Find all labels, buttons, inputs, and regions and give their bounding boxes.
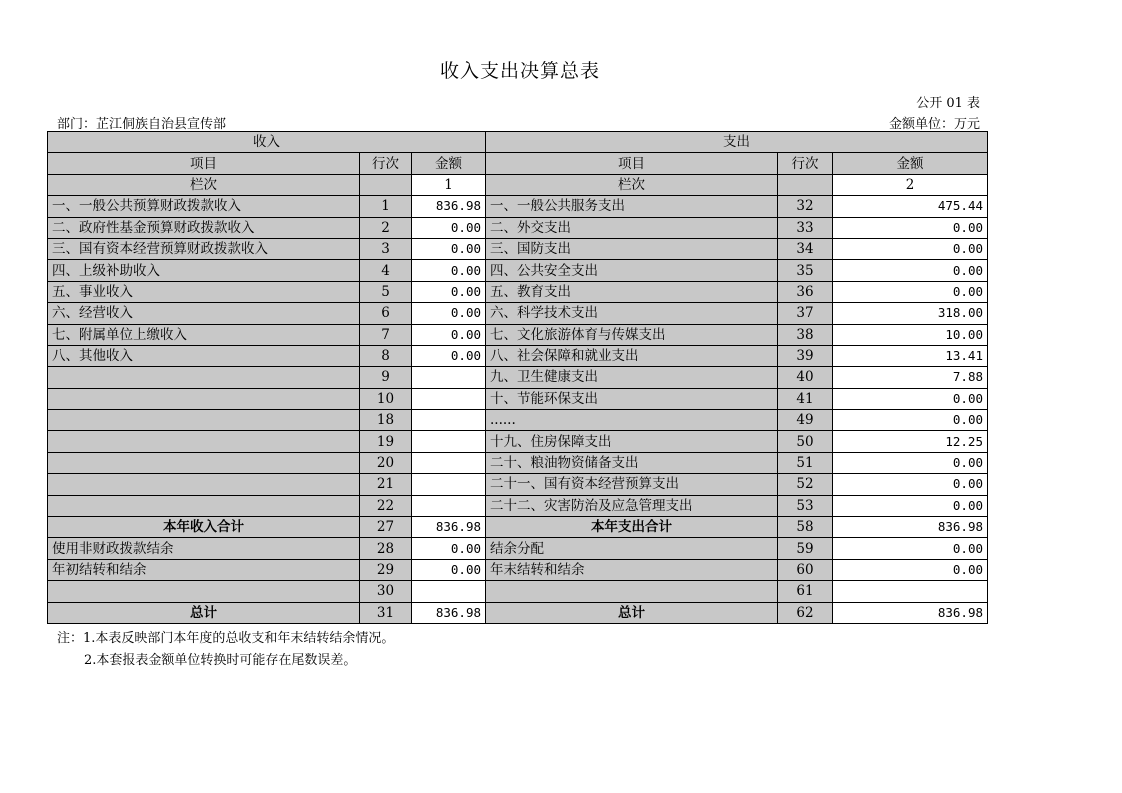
income-expense-table xyxy=(47,131,988,624)
income-amount: 836.98 xyxy=(412,517,486,538)
expense-amount: 0.00 xyxy=(833,474,988,495)
expense-amount-header: 金额 xyxy=(833,153,988,174)
expense-column-index: 2 xyxy=(833,174,988,195)
income-row-number: 19 xyxy=(360,431,412,452)
income-amount: 0.00 xyxy=(412,303,486,324)
expense-item-label xyxy=(486,581,778,602)
income-item-label xyxy=(48,452,360,473)
income-item-label: 年初结转和结余 xyxy=(48,559,360,580)
table-row xyxy=(48,474,988,495)
income-row-number: 22 xyxy=(360,495,412,516)
income-amount xyxy=(412,410,486,431)
table-row xyxy=(48,324,988,345)
table-row xyxy=(48,495,988,516)
expense-amount: 0.00 xyxy=(833,217,988,238)
expense-row-number: 35 xyxy=(778,260,833,281)
expense-item-label: 六、科学技术支出 xyxy=(486,303,778,324)
income-item-label xyxy=(48,431,360,452)
expense-item-label: 二十一、国有资本经营预算支出 xyxy=(486,474,778,495)
income-row-number: 29 xyxy=(360,559,412,580)
expense-item-label: ...... xyxy=(486,410,778,431)
expense-item-label: 结余分配 xyxy=(486,538,778,559)
expense-row-number: 60 xyxy=(778,559,833,580)
expense-item-label: 九、卫生健康支出 xyxy=(486,367,778,388)
expense-item-label: 七、文化旅游体育与传媒支出 xyxy=(486,324,778,345)
expense-amount: 13.41 xyxy=(833,345,988,366)
subtotal-row xyxy=(48,517,988,538)
expense-item-label: 十九、住房保障支出 xyxy=(486,431,778,452)
expense-amount: 0.00 xyxy=(833,538,988,559)
expense-row-number: 32 xyxy=(778,196,833,217)
expense-item-label: 四、公共安全支出 xyxy=(486,260,778,281)
income-row-number: 31 xyxy=(360,602,412,623)
expense-amount: 0.00 xyxy=(833,410,988,431)
income-item-label: 四、上级补助收入 xyxy=(48,260,360,281)
income-item-label xyxy=(48,474,360,495)
expense-row-number: 41 xyxy=(778,388,833,409)
table-row xyxy=(48,260,988,281)
table-row xyxy=(48,431,988,452)
expense-amount: 836.98 xyxy=(833,517,988,538)
table-row xyxy=(48,303,988,324)
expense-lanci-blank xyxy=(778,174,833,195)
expense-amount: 318.00 xyxy=(833,303,988,324)
income-section-header: 收入 xyxy=(48,132,486,153)
expense-row-number: 40 xyxy=(778,367,833,388)
expense-item-label: 二、外交支出 xyxy=(486,217,778,238)
income-item-label: 八、其他收入 xyxy=(48,345,360,366)
income-item-label xyxy=(48,581,360,602)
income-amount: 836.98 xyxy=(412,196,486,217)
income-column-index: 1 xyxy=(412,174,486,195)
income-row-number: 6 xyxy=(360,303,412,324)
expense-amount: 0.00 xyxy=(833,388,988,409)
income-row-number: 27 xyxy=(360,517,412,538)
income-row-number: 2 xyxy=(360,217,412,238)
income-row-number: 5 xyxy=(360,281,412,302)
income-row-number: 28 xyxy=(360,538,412,559)
expense-amount: 0.00 xyxy=(833,559,988,580)
income-item-label: 本年收入合计 xyxy=(48,517,360,538)
income-item-label xyxy=(48,410,360,431)
expense-amount: 0.00 xyxy=(833,238,988,259)
expense-item-label: 二十二、灾害防治及应急管理支出 xyxy=(486,495,778,516)
income-item-label: 五、事业收入 xyxy=(48,281,360,302)
income-row-number: 8 xyxy=(360,345,412,366)
expense-item-label: 五、教育支出 xyxy=(486,281,778,302)
table-row xyxy=(48,196,988,217)
expense-row-number: 62 xyxy=(778,602,833,623)
expense-section-header: 支出 xyxy=(486,132,988,153)
income-row-number: 20 xyxy=(360,452,412,473)
expense-row-number: 50 xyxy=(778,431,833,452)
expense-item-label: 一、一般公共服务支出 xyxy=(486,196,778,217)
column-header-row xyxy=(48,153,988,174)
income-row-no-header: 行次 xyxy=(360,153,412,174)
income-item-label: 七、附属单位上缴收入 xyxy=(48,324,360,345)
expense-amount: 836.98 xyxy=(833,602,988,623)
expense-amount: 0.00 xyxy=(833,495,988,516)
income-amount: 0.00 xyxy=(412,324,486,345)
expense-row-number: 36 xyxy=(778,281,833,302)
expense-amount: 7.88 xyxy=(833,367,988,388)
expense-amount: 10.00 xyxy=(833,324,988,345)
expense-row-number: 59 xyxy=(778,538,833,559)
income-item-label xyxy=(48,388,360,409)
income-amount xyxy=(412,474,486,495)
expense-item-label: 年末结转和结余 xyxy=(486,559,778,580)
income-amount xyxy=(412,495,486,516)
income-item-label: 三、国有资本经营预算财政拨款收入 xyxy=(48,238,360,259)
table-row xyxy=(48,538,988,559)
income-amount xyxy=(412,431,486,452)
expense-amount: 475.44 xyxy=(833,196,988,217)
expense-item-label: 本年支出合计 xyxy=(486,517,778,538)
income-amount: 836.98 xyxy=(412,602,486,623)
expense-item-label: 二十、粮油物资储备支出 xyxy=(486,452,778,473)
expense-row-number: 53 xyxy=(778,495,833,516)
expense-amount xyxy=(833,581,988,602)
income-row-number: 1 xyxy=(360,196,412,217)
income-row-number: 4 xyxy=(360,260,412,281)
amount-unit-label: 金额单位：万元 xyxy=(888,117,980,132)
note-2: 2.本套报表金额单位转换时可能存在尾数误差。 xyxy=(84,653,357,668)
note-1: 注：1.本表反映部门本年度的总收支和年末结转结余情况。 xyxy=(57,631,395,646)
income-amount xyxy=(412,452,486,473)
income-row-number: 7 xyxy=(360,324,412,345)
income-row-number: 21 xyxy=(360,474,412,495)
income-amount: 0.00 xyxy=(412,281,486,302)
column-index-row xyxy=(48,174,988,195)
expense-amount: 12.25 xyxy=(833,431,988,452)
expense-item-label: 总计 xyxy=(486,602,778,623)
income-row-number: 18 xyxy=(360,410,412,431)
expense-row-number: 39 xyxy=(778,345,833,366)
table-row xyxy=(48,410,988,431)
expense-row-number: 61 xyxy=(778,581,833,602)
table-row xyxy=(48,217,988,238)
income-item-label: 一、一般公共预算财政拨款收入 xyxy=(48,196,360,217)
income-item-label: 二、政府性基金预算财政拨款收入 xyxy=(48,217,360,238)
expense-lanci-label: 栏次 xyxy=(486,174,778,195)
expense-row-no-header: 行次 xyxy=(778,153,833,174)
expense-amount: 0.00 xyxy=(833,452,988,473)
expense-item-label: 三、国防支出 xyxy=(486,238,778,259)
expense-row-number: 33 xyxy=(778,217,833,238)
income-amount-header: 金额 xyxy=(412,153,486,174)
table-row xyxy=(48,452,988,473)
expense-amount: 0.00 xyxy=(833,281,988,302)
expense-row-number: 52 xyxy=(778,474,833,495)
table-row xyxy=(48,367,988,388)
table-row xyxy=(48,388,988,409)
income-item-label xyxy=(48,495,360,516)
table-row xyxy=(48,238,988,259)
expense-row-number: 37 xyxy=(778,303,833,324)
expense-row-number: 38 xyxy=(778,324,833,345)
expense-row-number: 49 xyxy=(778,410,833,431)
income-item-label xyxy=(48,367,360,388)
notes xyxy=(57,628,394,672)
expense-item-label: 十、节能环保支出 xyxy=(486,388,778,409)
income-amount: 0.00 xyxy=(412,538,486,559)
table-row xyxy=(48,281,988,302)
table-row xyxy=(48,559,988,580)
form-number: 公开 01 表 xyxy=(916,96,980,111)
income-item-header: 项目 xyxy=(48,153,360,174)
income-row-number: 3 xyxy=(360,238,412,259)
income-amount xyxy=(412,581,486,602)
income-amount: 0.00 xyxy=(412,217,486,238)
expense-item-label: 八、社会保障和就业支出 xyxy=(486,345,778,366)
page-title: 收入支出决算总表 xyxy=(439,60,600,82)
income-row-number: 9 xyxy=(360,367,412,388)
income-item-label: 总计 xyxy=(48,602,360,623)
expense-amount: 0.00 xyxy=(833,260,988,281)
income-amount xyxy=(412,388,486,409)
expense-row-number: 51 xyxy=(778,452,833,473)
income-amount: 0.00 xyxy=(412,345,486,366)
income-amount: 0.00 xyxy=(412,260,486,281)
income-amount: 0.00 xyxy=(412,559,486,580)
table-row xyxy=(48,345,988,366)
income-lanci-label: 栏次 xyxy=(48,174,360,195)
income-lanci-blank xyxy=(360,174,412,195)
expense-row-number: 58 xyxy=(778,517,833,538)
income-row-number: 10 xyxy=(360,388,412,409)
section-header-row xyxy=(48,132,988,153)
expense-row-number: 34 xyxy=(778,238,833,259)
income-row-number: 30 xyxy=(360,581,412,602)
income-item-label: 六、经营收入 xyxy=(48,303,360,324)
income-amount: 0.00 xyxy=(412,238,486,259)
income-item-label: 使用非财政拨款结余 xyxy=(48,538,360,559)
income-amount xyxy=(412,367,486,388)
expense-item-header: 项目 xyxy=(486,153,778,174)
table-row xyxy=(48,581,988,602)
department-label: 部门：芷江侗族自治县宣传部 xyxy=(57,117,227,132)
total-row xyxy=(48,602,988,623)
